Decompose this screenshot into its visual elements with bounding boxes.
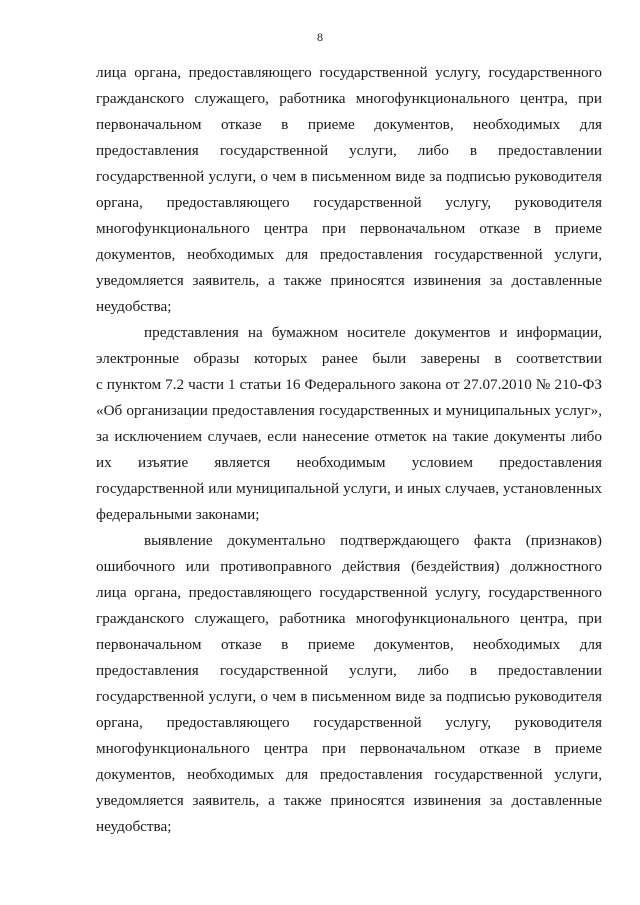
text-line: «Об организации предоставления государственных и муниципальных услуг», xyxy=(96,402,602,419)
text-line: с пунктом 7.2 части 1 статьи 16 Федерального закона от 27.07.2010 № 210-ФЗ xyxy=(96,376,602,393)
text-line: документов, необходимых для предоставления государственной услуги, xyxy=(96,766,602,783)
text-line: гражданского служащего, работника многофункционального центра, при xyxy=(96,90,602,107)
text-line: органа, предоставляющего государственной услугу, руководителя xyxy=(96,714,602,731)
text-line: электронные образы которых ранее были заверены в соответствии xyxy=(96,350,602,367)
paragraph-2 xyxy=(96,320,602,528)
paragraph-3 xyxy=(96,528,602,840)
text-line: гражданского служащего, работника многофункционального центра, при xyxy=(96,610,602,627)
text-line: государственной услуги, о чем в письменном виде за подписью руководителя xyxy=(96,168,602,185)
text-line: государственной или муниципальной услуги, и иных случаев, установленных xyxy=(96,480,602,497)
text-line: первоначальном отказе в приеме документов, необходимых для xyxy=(96,636,602,653)
text-line: лица органа, предоставляющего государственной услугу, государственного xyxy=(96,64,602,81)
text-line: ошибочного или противоправного действия (бездействия) должностного xyxy=(96,558,602,575)
text-line: органа, предоставляющего государственной услугу, руководителя xyxy=(96,194,602,211)
text-line: предоставления государственной услуги, либо в предоставлении xyxy=(96,142,602,159)
paragraph-1 xyxy=(96,60,602,320)
text-line: выявление документально подтверждающего факта (признаков) xyxy=(144,532,602,549)
page-number: 8 xyxy=(317,30,323,44)
text-line: первоначальном отказе в приеме документов, необходимых для xyxy=(96,116,602,133)
text-line: неудобства; xyxy=(96,298,172,315)
text-line: государственной услуги, о чем в письменном виде за подписью руководителя xyxy=(96,688,602,705)
text-line: уведомляется заявитель, а также приносятся извинения за доставленные xyxy=(96,272,602,289)
text-line: уведомляется заявитель, а также приносятся извинения за доставленные xyxy=(96,792,602,809)
text-line: представления на бумажном носителе документов и информации, xyxy=(144,324,602,341)
text-line: документов, необходимых для предоставления государственной услуги, xyxy=(96,246,602,263)
document-body xyxy=(96,60,602,840)
text-line: многофункционального центра при первоначальном отказе в приеме xyxy=(96,740,602,757)
text-line: за исключением случаев, если нанесение отметок на такие документы либо xyxy=(96,428,602,445)
text-line: лица органа, предоставляющего государственной услугу, государственного xyxy=(96,584,602,601)
text-line: предоставления государственной услуги, либо в предоставлении xyxy=(96,662,602,679)
text-line: многофункционального центра при первоначальном отказе в приеме xyxy=(96,220,602,237)
text-line: их изъятие является необходимым условием предоставления xyxy=(96,454,602,471)
text-line: федеральными законами; xyxy=(96,506,260,523)
text-line: неудобства; xyxy=(96,818,172,835)
